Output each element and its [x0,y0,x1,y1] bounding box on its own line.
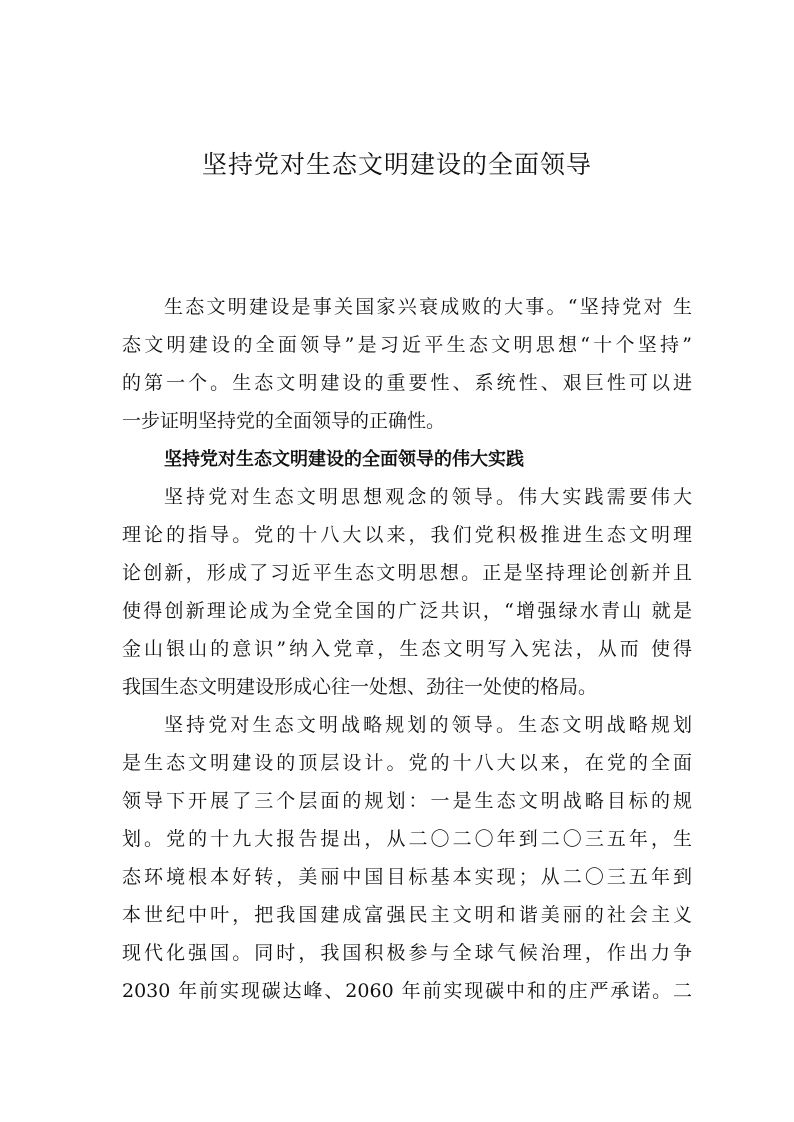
paragraph-1-line-3: 的第一个。生态文明建设的重要性、系统性、艰巨性可以进 [122,372,692,394]
paragraph-3-line-7: 现代化强国。同时，我国积极参与全球气候治理，作出力争 [122,942,692,964]
paragraph-3-line-6: 本世纪中叶，把我国建成富强民主文明和谐美丽的社会主义 [122,904,692,926]
paragraph-3-line-3: 领导下开展了三个层面的规划：一是生态文明战略目标的规 [122,790,692,812]
paragraph-3-line-8: 2030 年前实现碳达峰、2060 年前实现碳中和的庄严承诺。二 [122,980,692,1002]
paragraph-2-line-5: 金山银山的意识”纳入党章，生态文明写入宪法，从而 使得 [122,638,692,660]
paragraph-1-line-2: 态文明建设的全面领导”是习近平生态文明思想“十个坚持” [122,334,692,356]
paragraph-2-line-1: 坚持党对生态文明思想观念的领导。伟大实践需要伟大 [164,486,692,508]
paragraph-3-line-5: 态环境根本好转，美丽中国目标基本实现；从二〇三五年到 [122,866,692,888]
paragraph-1-line-4: 一步证明坚持党的全面领导的正确性。 [122,410,446,432]
paragraph-3-line-1: 坚持党对生态文明战略规划的领导。生态文明战略规划 [164,714,692,736]
section-heading: 坚持党对生态文明建设的全面领导的伟大实践 [164,449,524,470]
paragraph-2-line-3: 论创新，形成了习近平生态文明思想。正是坚持理论创新并且 [122,562,692,584]
paragraph-3-line-4: 划。党的十九大报告提出，从二〇二〇年到二〇三五年，生 [122,828,692,850]
paragraph-3-line-2: 是生态文明建设的顶层设计。党的十八大以来，在党的全面 [122,752,692,774]
paragraph-1-line-1: 生态文明建设是事关国家兴衰成败的大事。“坚持党对 生 [164,296,692,318]
document-title: 坚持党对生态文明建设的全面领导 [201,150,592,179]
paragraph-2-line-2: 理论的指导。党的十八大以来，我们党积极推进生态文明理 [122,524,692,546]
paragraph-2-line-4: 使得创新理论成为全党全国的广泛共识，“增强绿水青山 就是 [122,600,692,622]
paragraph-2-line-6: 我国生态文明建设形成心往一处想、劲往一处使的格局。 [122,676,598,698]
